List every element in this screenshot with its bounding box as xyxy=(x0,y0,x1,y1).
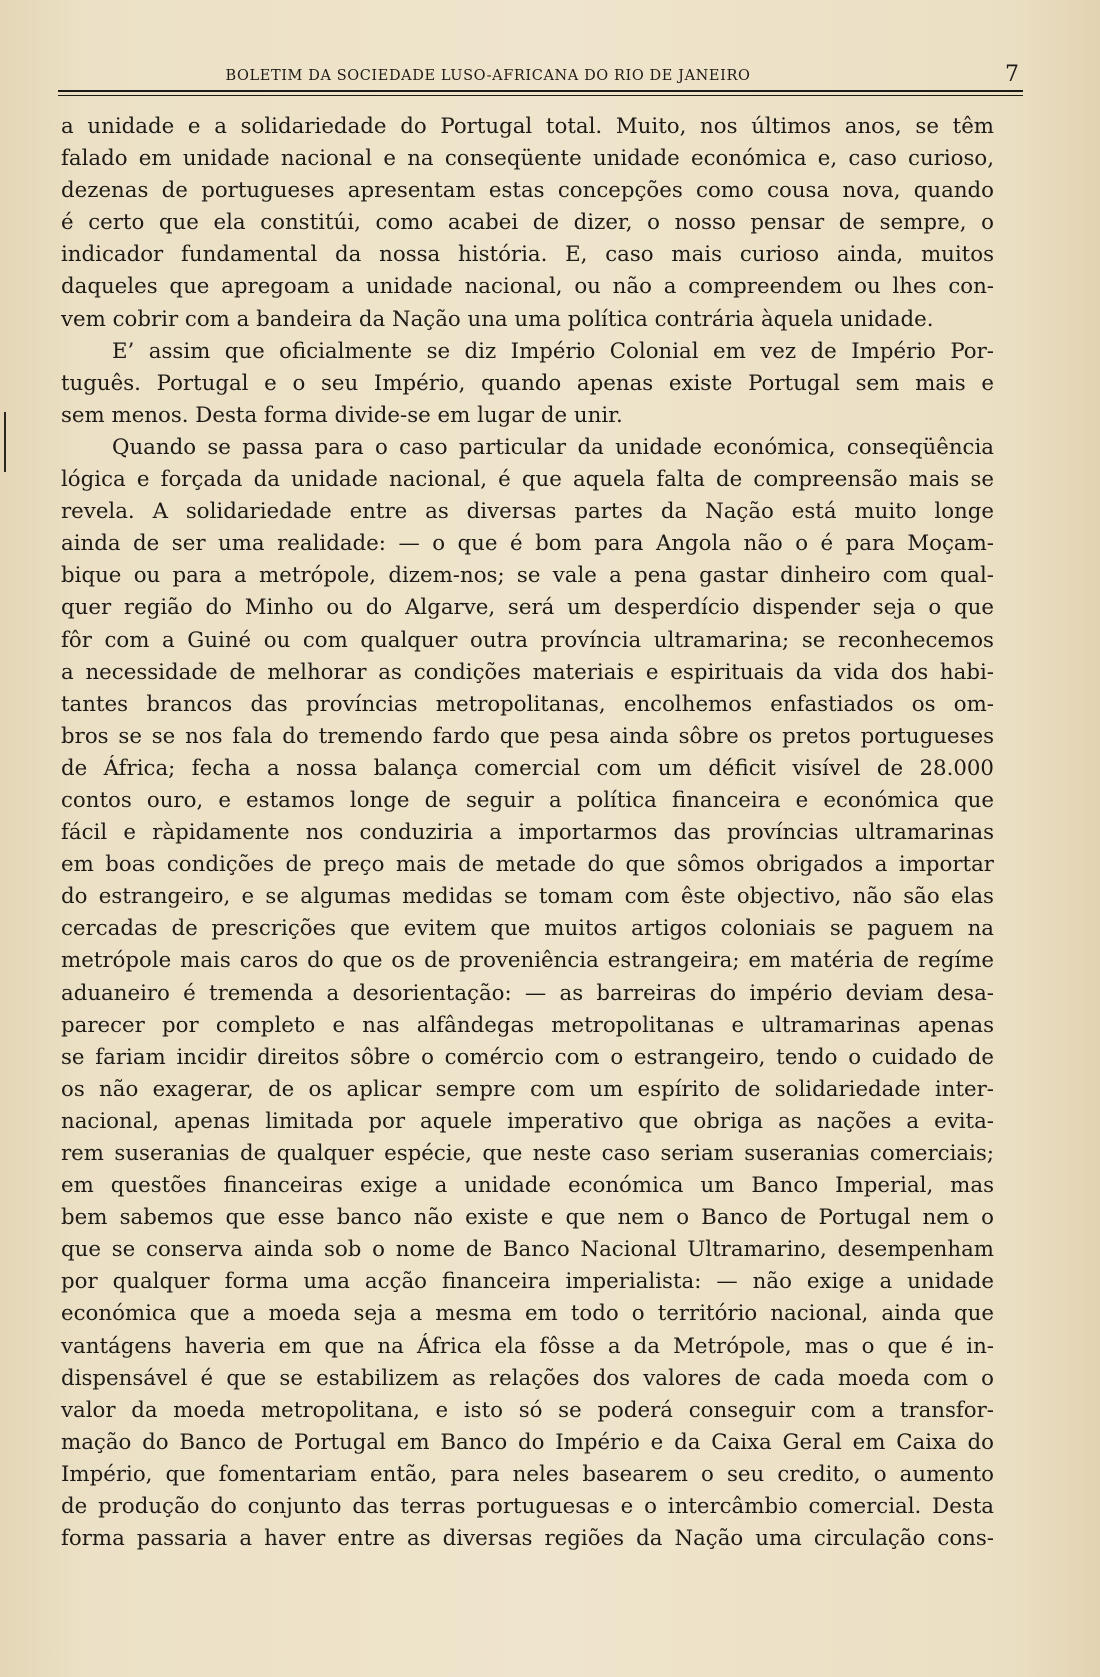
header-rule-thick xyxy=(58,90,1023,92)
text-line: quer região do Minho ou do Algarve, será um desperdício dispender seja o que xyxy=(61,595,994,621)
text-line: contos ouro, e estamos longe de seguir a política financeira e económica que xyxy=(61,787,994,813)
text-line: a necessidade de melhorar as condições materiais e espirituais da vida dos habi- xyxy=(61,659,994,685)
text-line: de África; fecha a nossa balança comercial com um déficit visível de 28.000 xyxy=(61,755,994,781)
text-line: é certo que ela constitúi, como acabei de dizer, o nosso pensar de sempre, o xyxy=(61,210,994,236)
text-line: os não exagerar, de os aplicar sempre com um espírito de solidariedade inter- xyxy=(61,1076,994,1102)
text-line: fácil e ràpidamente nos conduziria a importarmos das províncias ultramarinas xyxy=(61,820,994,846)
text-line: falado em unidade nacional e na conseqüente unidade económica e, caso curioso, xyxy=(61,146,994,172)
text-line: daqueles que apregoam a unidade nacional, ou não a compreendem ou lhes con- xyxy=(61,274,994,300)
text-line: rem suseranias de qualquer espécie, que neste caso seriam suseranias comerciais; xyxy=(61,1141,994,1166)
text-line: a unidade e a solidariedade do Portugal total. Muito, nos últimos anos, se têm xyxy=(61,114,994,139)
text-line: indicador fundamental da nossa história. E, caso mais curioso ainda, muitos xyxy=(61,242,994,268)
text-line: ainda de ser uma realidade: — o que é bom para Angola não o é para Moçam- xyxy=(61,531,994,557)
journal-title: BOLETIM DA SOCIEDADE LUSO-AFRICANA DO RIO DE JANEIRO xyxy=(225,68,751,84)
text-line: mação do Banco de Portugal em Banco do Império e da Caixa Geral em Caixa do xyxy=(61,1429,994,1455)
text-line: fôr com a Guiné ou com qualquer outra província ultramarina; se reconhecemos xyxy=(61,627,994,653)
text-line: de produção do conjunto das terras portuguesas e o intercâmbio comercial. Desta xyxy=(61,1494,994,1520)
text-line: tantes brancos das províncias metropolitanas, encolhemos enfastiados os om- xyxy=(61,691,994,717)
text-line: lógica e forçada da unidade nacional, é que aquela falta de compreensão mais se xyxy=(61,467,994,493)
text-line: em boas condições de preço mais de metade do que sômos obrigados a importar xyxy=(61,852,994,878)
text-line: bem sabemos que esse banco não existe e que nem o Banco de Portugal nem o xyxy=(61,1205,994,1231)
body-text xyxy=(61,111,994,1555)
text-line: que se conserva ainda sob o nome de Banco Nacional Ultramarino, desempenham xyxy=(61,1237,994,1263)
text-line: do estrangeiro, e se algumas medidas se tomam com êste objectivo, não são elas xyxy=(61,884,994,910)
paragraph-start: Quando se passa para o caso particular da unidade económica, conseqüência xyxy=(112,434,994,460)
text-line: vantágens haveria em que na África ela fôsse a da Metrópole, mas o que é in- xyxy=(61,1333,994,1359)
text-line: valor da moeda metropolitana, e isto só se poderá conseguir com a transfor- xyxy=(61,1397,994,1423)
text-line: sem menos. Desta forma divide-se em lugar de unir. xyxy=(61,402,623,428)
text-line: vem cobrir com a bandeira da Nação una uma política contrária àquela unidade. xyxy=(61,306,934,332)
text-line: económica que a moeda seja a mesma em todo o território nacional, ainda que xyxy=(61,1301,994,1327)
header-rule-thin xyxy=(58,95,1023,96)
text-line: bros se se nos fala do tremendo fardo que pesa ainda sôbre os pretos portugueses xyxy=(61,723,994,749)
text-line: tuguês. Portugal e o seu Império, quando apenas existe Portugal sem mais e xyxy=(61,370,994,396)
text-line: se fariam incidir direitos sôbre o comércio com o estrangeiro, tendo o cuidado de xyxy=(61,1044,994,1070)
paragraph-start: E’ assim que oficialmente se diz Império Colonial em vez de Império Por- xyxy=(112,338,994,364)
margin-mark xyxy=(4,412,6,472)
text-line: em questões financeiras exige a unidade económica um Banco Imperial, mas xyxy=(61,1173,994,1199)
running-header xyxy=(58,64,1023,88)
text-line: bique ou para a metrópole, dizem-nos; se vale a pena gastar dinheiro com qual- xyxy=(61,563,994,589)
page-number: 7 xyxy=(1005,62,1019,87)
text-line: por qualquer forma uma acção financeira imperialista: — não exige a unidade xyxy=(61,1269,994,1295)
text-line: revela. A solidariedade entre as diversas partes da Nação está muito longe xyxy=(61,499,994,525)
text-line: cercadas de prescrições que evitem que muitos artigos coloniais se paguem na xyxy=(61,916,994,942)
text-line: aduaneiro é tremenda a desorientação: — as barreiras do império deviam desa- xyxy=(61,980,994,1006)
text-line: parecer por completo e nas alfândegas metropolitanas e ultramarinas apenas xyxy=(61,1012,994,1038)
text-line: metrópole mais caros do que os de proveniência estrangeira; em matéria de regíme xyxy=(61,948,994,974)
text-line: nacional, apenas limitada por aquele imperativo que obriga as nações a evita- xyxy=(61,1108,994,1134)
text-line: forma passaria a haver entre as diversas regiões da Nação uma circulação cons- xyxy=(61,1526,994,1552)
text-line: dezenas de portugueses apresentam estas concepções como cousa nova, quando xyxy=(61,178,994,204)
text-line: Império, que fomentariam então, para neles basearem o seu credito, o aumento xyxy=(61,1461,994,1487)
text-line: dispensável é que se estabilizem as relações dos valores de cada moeda com o xyxy=(61,1365,994,1391)
